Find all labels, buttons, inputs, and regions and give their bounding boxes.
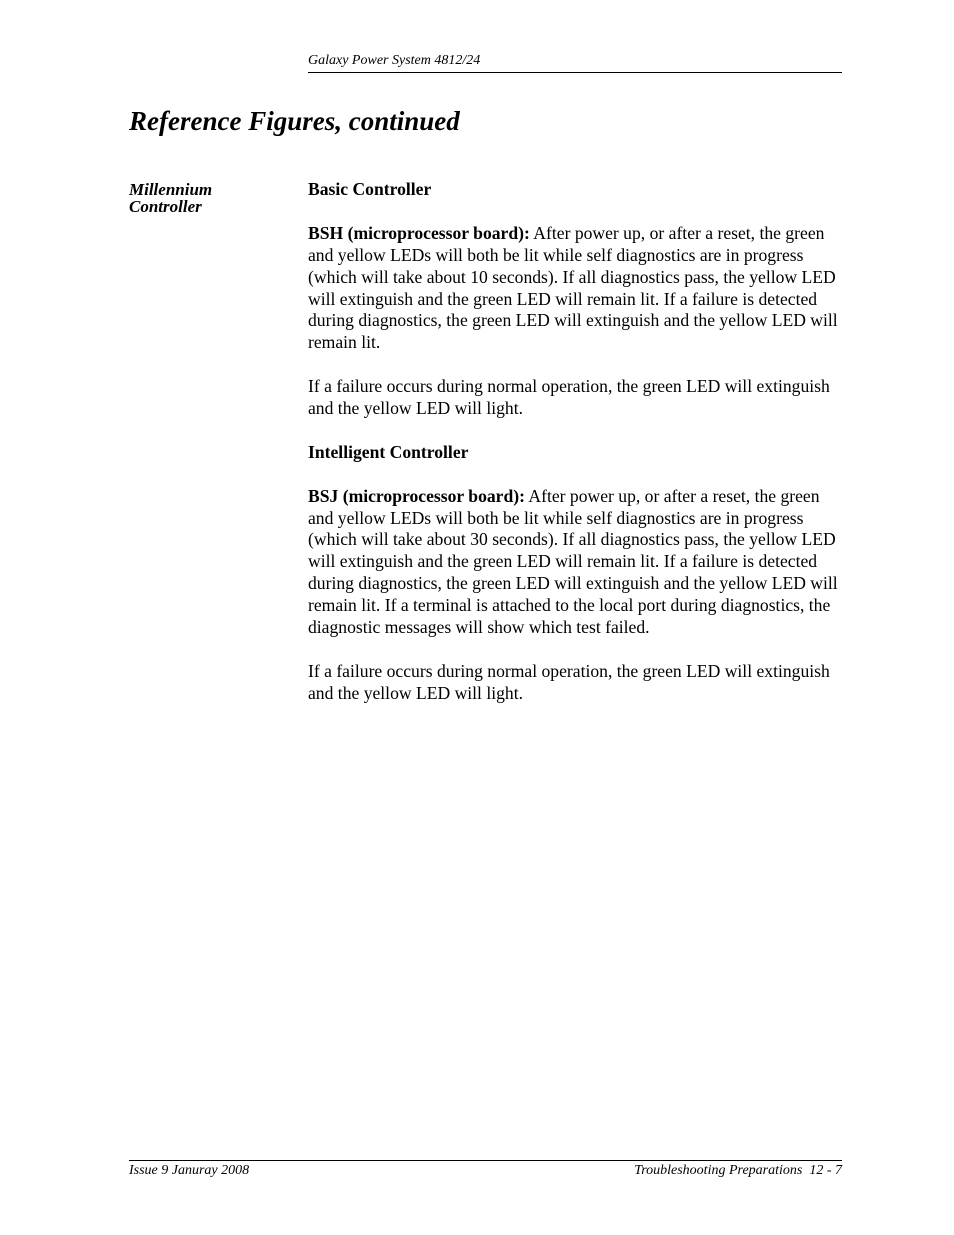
basic-controller-failure-paragraph: If a failure occurs during normal operation, the green LED will extinguish and the yellow LED will light. bbox=[308, 376, 830, 419]
body-column bbox=[308, 179, 844, 727]
footer-issue: Issue 9 Januray 2008 bbox=[129, 1163, 250, 1178]
intelligent-controller-paragraph bbox=[308, 486, 844, 639]
basic-controller-heading: Basic Controller bbox=[308, 179, 432, 199]
footer-rule bbox=[129, 1160, 842, 1161]
running-header: Galaxy Power System 4812/24 bbox=[308, 53, 481, 68]
bsh-text: After power up, or after a reset, the green and yellow LEDs will both be lit while self diagnostics are in progress (which will take about 10 seconds). If all diagnostics pass, the yellow LED will extinguish and the green LED will remain lit. If a failure is detected during diagnostics, the green LED will extinguish and the yellow LED will remain lit. bbox=[308, 222, 838, 353]
header-rule bbox=[308, 72, 842, 73]
bsh-lead: BSH (microprocessor board): bbox=[308, 222, 530, 243]
footer-page-reference: Troubleshooting Preparations 12 - 7 bbox=[634, 1163, 842, 1178]
page-title: Reference Figures, continued bbox=[129, 106, 460, 136]
bsj-lead: BSJ (microprocessor board): bbox=[308, 485, 525, 506]
intelligent-controller-failure-paragraph: If a failure occurs during normal operation, the green LED will extinguish and the yellow LED will light. bbox=[308, 660, 830, 703]
intelligent-controller-heading: Intelligent Controller bbox=[308, 441, 469, 462]
bsj-text: After power up, or after a reset, the green and yellow LEDs will both be lit while self diagnostics are in progress (which will take about 30 seconds). If all diagnostics pass, the yellow LED will extinguish and the green LED will remain lit. If a failure is detected during diagnostics, the green LED will extinguish and the yellow LED will remain lit. If a terminal is attached to the local port during diagnostics, the diagnostic messages will show which test failed. bbox=[308, 485, 838, 638]
basic-controller-paragraph bbox=[308, 223, 844, 354]
side-heading: Millennium Controller bbox=[129, 180, 213, 216]
